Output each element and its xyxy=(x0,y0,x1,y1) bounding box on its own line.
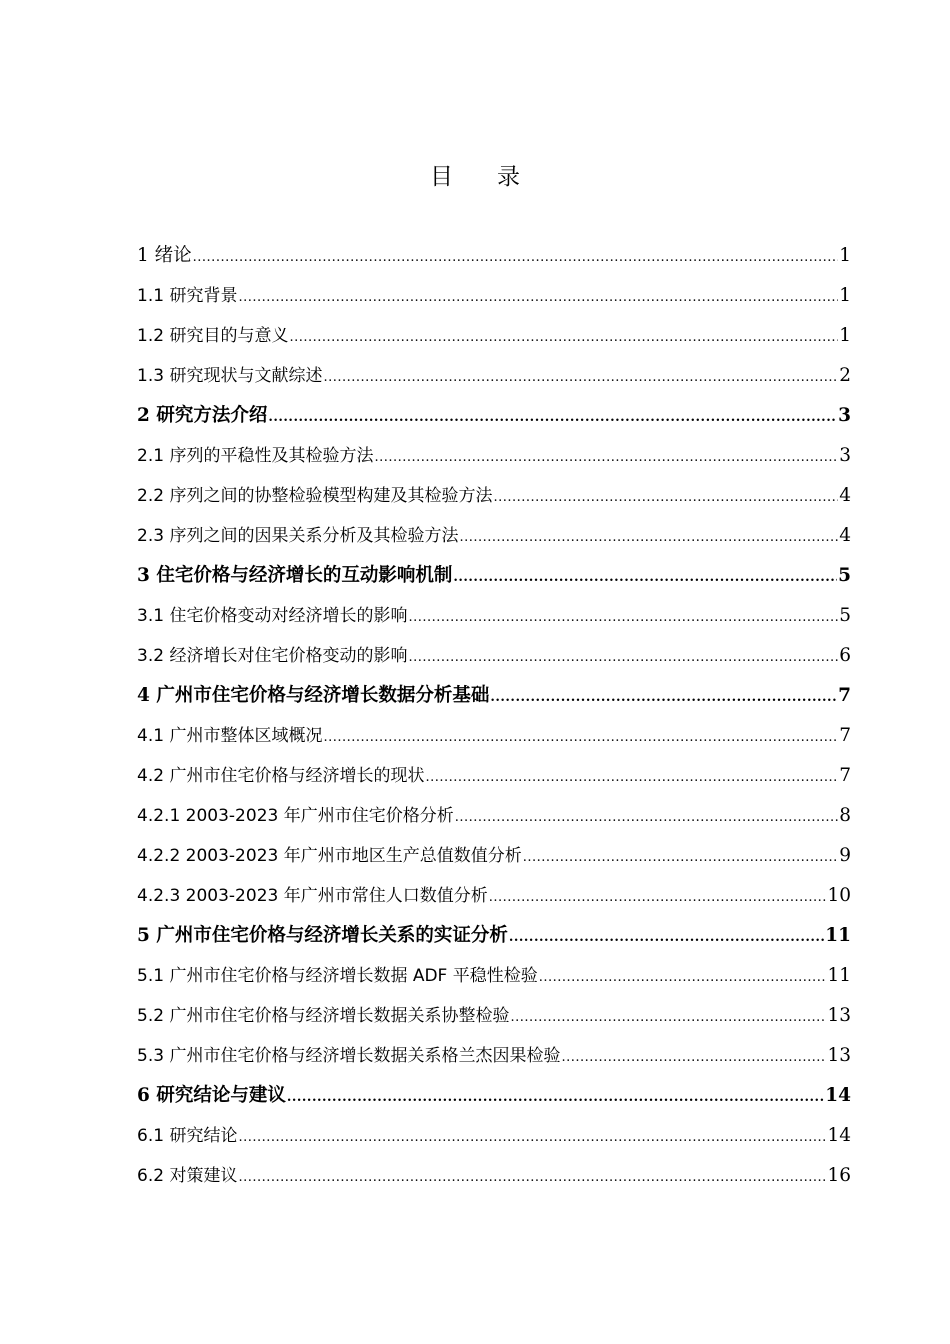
toc-entry-label: 1.2 研究目的与意义 xyxy=(137,326,289,346)
toc-entry-page: 13 xyxy=(827,1005,851,1026)
toc-leader-dots xyxy=(539,958,827,998)
toc-entry-page: 1 xyxy=(839,285,851,306)
toc-entry-page: 2 xyxy=(839,365,851,386)
toc-entry-page: 14 xyxy=(827,1125,851,1146)
toc-entry-label: 4.2 广州市住宅价格与经济增长的现状 xyxy=(137,766,425,786)
toc-entry-page: 7 xyxy=(838,685,851,706)
toc-entry-label: 6 研究结论与建议 xyxy=(137,1085,286,1106)
toc-entry-page: 13 xyxy=(827,1045,851,1066)
toc-leader-dots xyxy=(523,838,838,878)
toc-leader-dots xyxy=(323,358,838,398)
toc-entry-page: 1 xyxy=(839,245,851,266)
toc-entry-page: 5 xyxy=(839,605,851,626)
toc-leader-dots xyxy=(509,918,824,958)
toc-entry-page: 3 xyxy=(839,445,851,466)
toc-entry[interactable] xyxy=(137,876,851,916)
toc-entry-label: 4.2.1 2003-2023 年广州市住宅价格分析 xyxy=(137,806,454,826)
toc-entry-label: 4.2.3 2003-2023 年广州市常住人口数值分析 xyxy=(137,886,488,906)
toc-entry-page: 1 xyxy=(839,325,851,346)
toc-entry-label: 4.1 广州市整体区域概况 xyxy=(137,726,323,746)
toc-entry-label: 2.2 序列之间的协整检验模型构建及其检验方法 xyxy=(137,486,493,506)
toc-leader-dots xyxy=(268,398,837,438)
toc-entry-label: 1.3 研究现状与文献综述 xyxy=(137,366,323,386)
toc-leader-dots xyxy=(493,478,838,518)
toc-entry-page: 16 xyxy=(827,1165,851,1186)
toc-entry-page: 11 xyxy=(825,925,851,946)
toc-entry-label: 1.1 研究背景 xyxy=(137,286,238,306)
toc-leader-dots xyxy=(455,798,838,838)
toc-leader-dots xyxy=(238,1118,826,1158)
toc-entry-label: 4 广州市住宅价格与经济增长数据分析基础 xyxy=(137,685,490,706)
toc-leader-dots xyxy=(323,718,838,758)
toc-leader-dots xyxy=(374,438,838,478)
toc-entry[interactable] xyxy=(137,796,851,836)
toc-entry-label: 6.1 研究结论 xyxy=(137,1126,238,1146)
toc-entry-page: 14 xyxy=(825,1085,851,1106)
toc-entry[interactable] xyxy=(137,516,851,556)
toc-entry-page: 4 xyxy=(839,485,851,506)
toc-entry-page: 7 xyxy=(839,725,851,746)
toc-entry-label: 5.2 广州市住宅价格与经济增长数据关系协整检验 xyxy=(137,1006,510,1026)
toc-entry-label: 1 绪论 xyxy=(137,245,192,266)
toc-leader-dots xyxy=(287,1078,824,1118)
toc-entry[interactable] xyxy=(137,836,851,876)
toc-title-char-1: 目 xyxy=(430,164,453,190)
toc-entry[interactable] xyxy=(137,756,851,796)
toc-entry-label: 2 研究方法介绍 xyxy=(137,405,268,426)
toc-entry[interactable] xyxy=(137,476,851,516)
toc-entry-label: 6.2 对策建议 xyxy=(137,1166,238,1186)
toc-leader-dots xyxy=(408,598,838,638)
toc-entry-label: 5.3 广州市住宅价格与经济增长数据关系格兰杰因果检验 xyxy=(137,1046,561,1066)
toc-entry-label: 4.2.2 2003-2023 年广州市地区生产总值数值分析 xyxy=(137,846,522,866)
toc-entry-page: 7 xyxy=(839,765,851,786)
table-of-contents xyxy=(137,236,851,1196)
toc-entry-label: 3.2 经济增长对住宅价格变动的影响 xyxy=(137,646,408,666)
toc-entry[interactable] xyxy=(137,1156,851,1196)
toc-entry-label: 5.1 广州市住宅价格与经济增长数据 ADF 平稳性检验 xyxy=(137,966,538,986)
toc-leader-dots xyxy=(425,758,838,798)
toc-entry[interactable] xyxy=(137,316,851,356)
toc-leader-dots xyxy=(459,518,838,558)
toc-entry-page: 11 xyxy=(827,965,851,986)
toc-entry-page: 4 xyxy=(839,525,851,546)
toc-entry[interactable] xyxy=(137,236,851,276)
toc-leader-dots xyxy=(408,638,838,678)
toc-entry[interactable] xyxy=(137,636,851,676)
toc-entry-label: 3.1 住宅价格变动对经济增长的影响 xyxy=(137,606,408,626)
toc-leader-dots xyxy=(489,878,827,918)
toc-entry[interactable] xyxy=(137,396,851,436)
toc-entry[interactable] xyxy=(137,1036,851,1076)
toc-entry-label: 5 广州市住宅价格与经济增长关系的实证分析 xyxy=(137,925,508,946)
toc-entry-page: 8 xyxy=(839,805,851,826)
toc-leader-dots xyxy=(510,998,826,1038)
toc-entry-label: 3 住宅价格与经济增长的互动影响机制 xyxy=(137,565,453,586)
toc-entry-page: 9 xyxy=(839,845,851,866)
toc-leader-dots xyxy=(193,238,839,278)
toc-leader-dots xyxy=(238,1158,826,1198)
toc-entry[interactable] xyxy=(137,356,851,396)
toc-entry[interactable] xyxy=(137,1076,851,1116)
toc-entry[interactable] xyxy=(137,596,851,636)
toc-entry[interactable] xyxy=(137,716,851,756)
toc-entry-label: 2.3 序列之间的因果关系分析及其检验方法 xyxy=(137,526,459,546)
toc-leader-dots xyxy=(561,1038,826,1078)
toc-entry-page: 5 xyxy=(838,565,851,586)
toc-leader-dots xyxy=(238,278,838,318)
toc-entry-page: 6 xyxy=(839,645,851,666)
toc-leader-dots xyxy=(490,678,837,718)
toc-entry[interactable] xyxy=(137,556,851,596)
toc-leader-dots xyxy=(453,558,837,598)
toc-entry-label: 2.1 序列的平稳性及其检验方法 xyxy=(137,446,374,466)
toc-entry[interactable] xyxy=(137,276,851,316)
toc-entry[interactable] xyxy=(137,676,851,716)
toc-entry[interactable] xyxy=(137,436,851,476)
toc-title xyxy=(0,158,950,191)
toc-entry[interactable] xyxy=(137,916,851,956)
toc-title-char-2: 录 xyxy=(497,164,520,190)
toc-entry-page: 10 xyxy=(827,885,851,906)
toc-entry[interactable] xyxy=(137,956,851,996)
toc-leader-dots xyxy=(289,318,838,358)
toc-entry[interactable] xyxy=(137,1116,851,1156)
toc-entry-page: 3 xyxy=(838,405,851,426)
toc-entry[interactable] xyxy=(137,996,851,1036)
